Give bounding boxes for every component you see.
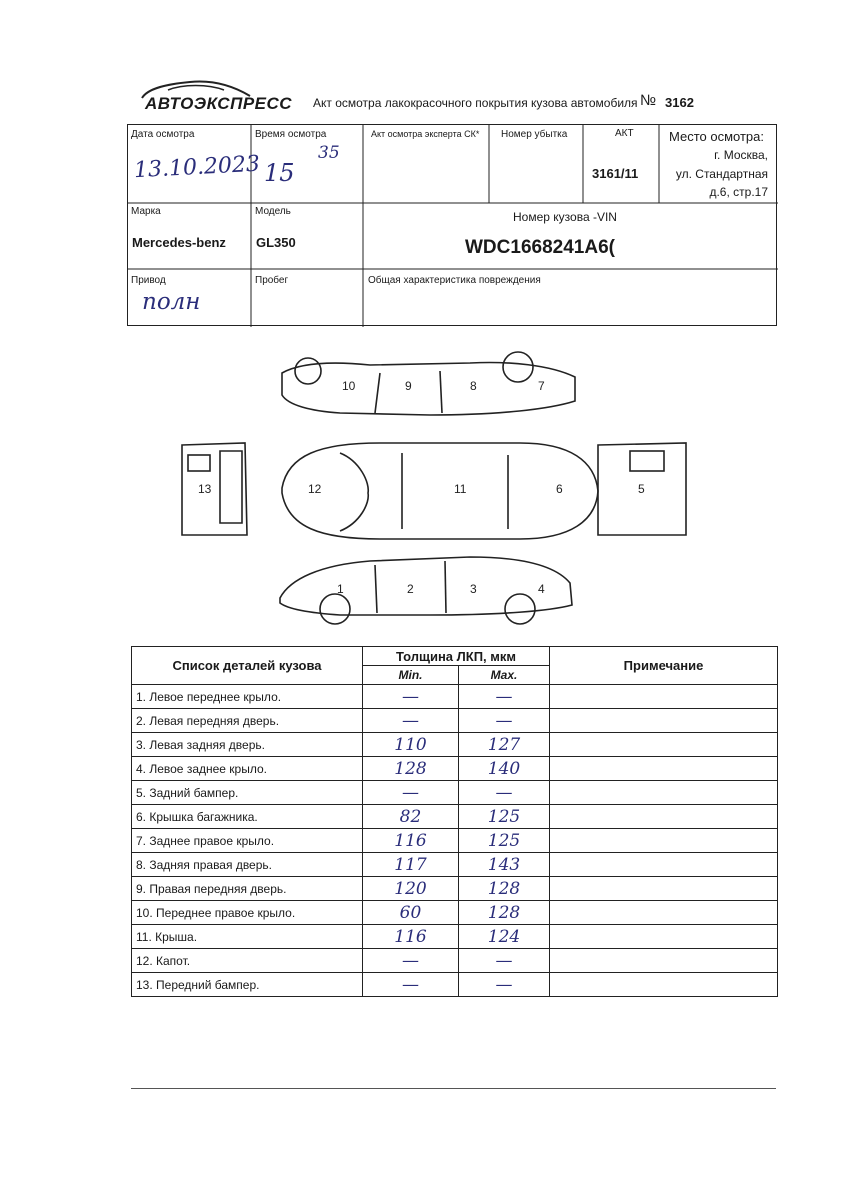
part-name: 5. Задний бампер. — [132, 781, 363, 805]
part-name: 10. Переднее правое крыло. — [132, 901, 363, 925]
part-name: 1. Левое переднее крыло. — [132, 685, 363, 709]
min-value: 110 — [363, 733, 459, 757]
zone-number-3: 3 — [470, 582, 477, 596]
footer-divider — [131, 1088, 776, 1089]
part-name: 9. Правая передняя дверь. — [132, 877, 363, 901]
time-minutes: 35 — [318, 143, 340, 163]
max-value: 140 — [459, 757, 550, 781]
note-cell — [550, 757, 778, 781]
max-value: 125 — [459, 829, 550, 853]
min-value: 120 — [363, 877, 459, 901]
part-name: 12. Капот. — [132, 949, 363, 973]
place-line-1: г. Москва, — [714, 148, 768, 162]
part-name: 7. Заднее правое крыло. — [132, 829, 363, 853]
damage-description-label: Общая характеристика повреждения — [368, 275, 541, 286]
zone-number-2: 2 — [407, 582, 414, 596]
part-name: 3. Левая задняя дверь. — [132, 733, 363, 757]
number-sign: № — [640, 92, 657, 109]
zone-number-12: 12 — [308, 482, 322, 496]
max-value: — — [459, 685, 550, 709]
max-value: — — [459, 781, 550, 805]
col-parts-header: Список деталей кузова — [132, 647, 363, 685]
note-cell — [550, 925, 778, 949]
note-cell — [550, 973, 778, 997]
zone-number-10: 10 — [342, 379, 356, 393]
table-row — [132, 949, 778, 973]
note-cell — [550, 733, 778, 757]
zone-number-13: 13 — [198, 482, 212, 496]
wheel-icon — [320, 594, 350, 624]
zone-number-8: 8 — [470, 379, 477, 393]
table-header-row — [132, 647, 778, 666]
max-value: 127 — [459, 733, 550, 757]
zone-number-7: 7 — [538, 379, 545, 393]
min-value: 82 — [363, 805, 459, 829]
body-parts-table — [131, 646, 778, 997]
min-value: 116 — [363, 829, 459, 853]
damage-number-label: Номер убытка — [501, 129, 568, 140]
zone-number-11: 11 — [454, 482, 467, 496]
wheel-icon — [505, 594, 535, 624]
min-value: 128 — [363, 757, 459, 781]
time-label: Время осмотра — [255, 129, 327, 140]
drive-value: полн — [142, 289, 201, 315]
max-value: 128 — [459, 877, 550, 901]
vin-value: WDC1668241A6( — [465, 237, 615, 258]
note-cell — [550, 949, 778, 973]
document-number: 3162 — [665, 95, 694, 110]
wheel-icon — [503, 352, 533, 382]
table-row — [132, 757, 778, 781]
time-hour: 15 — [264, 159, 295, 187]
max-value: — — [459, 973, 550, 997]
mileage-label: Пробег — [255, 275, 289, 286]
zone-number-6: 6 — [556, 482, 563, 496]
drive-label: Привод — [131, 275, 166, 286]
place-label: Место осмотра: — [669, 129, 764, 144]
max-value: — — [459, 949, 550, 973]
part-name: 4. Левое заднее крыло. — [132, 757, 363, 781]
table-row — [132, 829, 778, 853]
part-name: 8. Задняя правая дверь. — [132, 853, 363, 877]
min-value: 117 — [363, 853, 459, 877]
document-title: Акт осмотра лакокрасочного покрытия кузова автомобиля — [313, 96, 638, 110]
min-value: 116 — [363, 925, 459, 949]
top-view — [282, 443, 598, 539]
max-value: — — [459, 709, 550, 733]
brand-value: Mercedes-benz — [132, 235, 226, 250]
note-cell — [550, 901, 778, 925]
right-side-view — [282, 363, 575, 415]
max-value: 143 — [459, 853, 550, 877]
front-view — [182, 443, 247, 535]
car-body-diagram — [170, 343, 690, 638]
zone-number-5: 5 — [638, 482, 645, 496]
note-cell — [550, 829, 778, 853]
act-label: АКТ — [615, 128, 634, 139]
table-row — [132, 973, 778, 997]
inspection-form — [127, 124, 777, 326]
expert-act-label: Акт осмотра эксперта СК* — [371, 129, 480, 139]
zone-number-9: 9 — [405, 379, 412, 393]
note-cell — [550, 805, 778, 829]
vin-label: Номер кузова -VIN — [513, 210, 617, 224]
note-cell — [550, 853, 778, 877]
min-value: 60 — [363, 901, 459, 925]
min-value: — — [363, 949, 459, 973]
max-value: 125 — [459, 805, 550, 829]
table-row — [132, 781, 778, 805]
place-line-2: ул. Стандартная — [675, 167, 768, 181]
zone-number-4: 4 — [538, 582, 545, 596]
zone-number-1: 1 — [337, 582, 344, 596]
min-value: — — [363, 973, 459, 997]
table-row — [132, 685, 778, 709]
date-label: Дата осмотра — [131, 129, 195, 140]
wheel-icon — [295, 358, 321, 384]
part-name: 6. Крышка багажника. — [132, 805, 363, 829]
table-row — [132, 805, 778, 829]
model-value: GL350 — [256, 235, 296, 250]
part-name: 11. Крыша. — [132, 925, 363, 949]
place-line-3: д.6, стр.17 — [709, 185, 768, 199]
col-thickness-header: Толщина ЛКП, мкм — [363, 647, 550, 666]
act-value: 3161/11 — [592, 166, 639, 181]
table-row — [132, 925, 778, 949]
min-value: — — [363, 781, 459, 805]
table-row — [132, 709, 778, 733]
part-name: 13. Передний бампер. — [132, 973, 363, 997]
note-cell — [550, 877, 778, 901]
left-side-view — [280, 557, 572, 615]
note-cell — [550, 685, 778, 709]
table-row — [132, 733, 778, 757]
max-value: 128 — [459, 901, 550, 925]
table-row — [132, 853, 778, 877]
col-note-header: Примечание — [550, 647, 778, 685]
brand-label: Марка — [131, 206, 161, 217]
model-label: Модель — [255, 206, 291, 217]
table-row — [132, 877, 778, 901]
max-value: 124 — [459, 925, 550, 949]
note-cell — [550, 781, 778, 805]
col-max-header: Max. — [459, 666, 550, 685]
min-value: — — [363, 685, 459, 709]
date-value: 13.10.2023 — [133, 151, 261, 184]
col-min-header: Min. — [363, 666, 459, 685]
note-cell — [550, 709, 778, 733]
part-name: 2. Левая передняя дверь. — [132, 709, 363, 733]
logo-text: АВТОЭКСПРЕСС — [145, 94, 293, 113]
min-value: — — [363, 709, 459, 733]
table-row — [132, 901, 778, 925]
